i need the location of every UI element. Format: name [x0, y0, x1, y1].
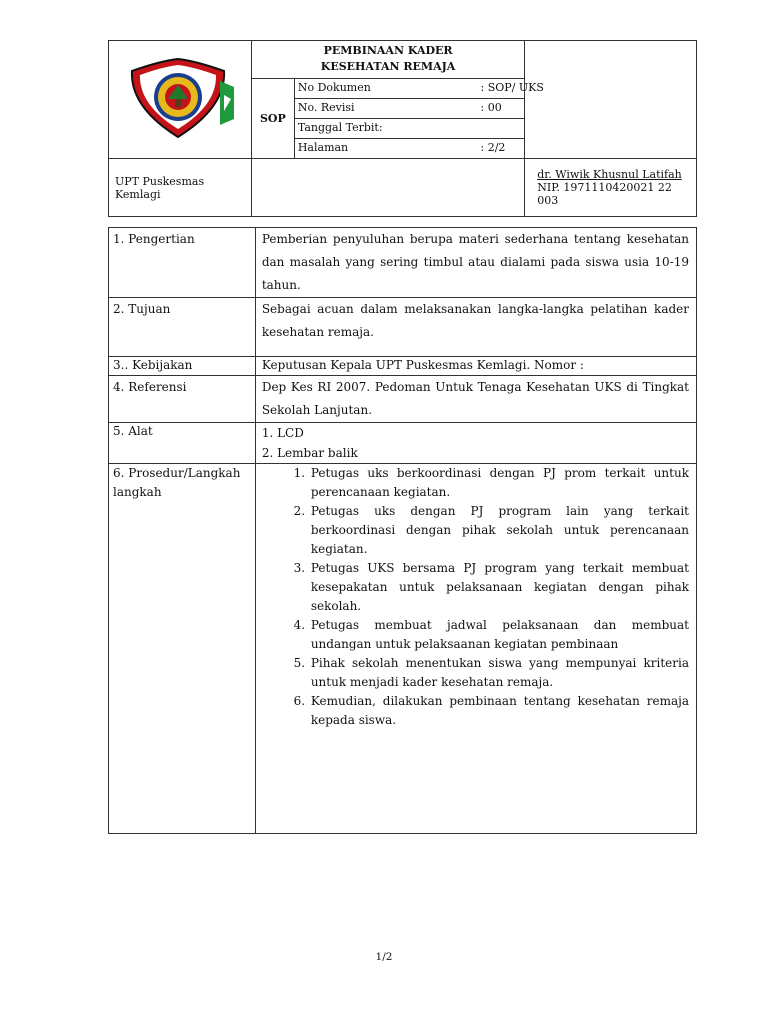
signer-nip: NIP. 1971110420021 22 003	[537, 181, 672, 207]
table-row	[109, 464, 697, 834]
title-line-2: KESEHATAN REMAJA	[320, 60, 456, 73]
header-middle-blank	[251, 159, 524, 217]
row-label: 6. Prosedur/Langkah langkah	[109, 464, 256, 834]
field-label: No Dokumen	[297, 81, 371, 94]
row-label: 1. Pengertian	[109, 228, 256, 298]
row-label: 4. Referensi	[109, 376, 256, 423]
procedure-step: 3. Petugas UKS bersama PJ program yang terkait membuat kesepakatan untuk pelaksanaan kegiatan dengan pihak sekolah.	[309, 559, 689, 616]
list-item: 2. Lembar balik	[261, 446, 358, 460]
procedure-cell	[255, 464, 696, 834]
table-row	[109, 423, 697, 464]
row-label: 3.. Kebijakan	[109, 357, 256, 376]
table-row	[109, 357, 697, 376]
procedure-step: 6. Kemudian, dilakukan pembinaan tentang kesehatan remaja kepada siswa.	[309, 692, 689, 730]
field-tanggal-terbit	[294, 119, 524, 139]
institution-name: UPT Puskesmas Kemlagi	[109, 159, 252, 217]
header-right-blank	[525, 41, 697, 159]
row-text: Sebagai acuan dalam melaksanakan langka-langka pelatihan kader kesehatan remaja.	[255, 298, 696, 357]
table-row	[109, 376, 697, 423]
row-text: Keputusan Kepala UPT Puskesmas Kemlagi. Nomor :	[255, 357, 696, 376]
title-line-1: PEMBINAAN KADER	[323, 44, 453, 57]
row-label: 5. Alat	[109, 423, 256, 464]
field-value: : 00	[480, 101, 502, 114]
procedure-step: 4. Petugas membuat jadwal pelaksanaan dan membuat undangan untuk pelaksaanan kegiatan pembinaan	[309, 616, 689, 654]
table-row	[109, 298, 697, 357]
field-no-dokumen	[294, 79, 544, 99]
field-halaman	[294, 139, 524, 159]
field-label: Tanggal Terbit:	[297, 121, 383, 134]
field-no-revisi	[294, 99, 524, 119]
document-title	[251, 41, 524, 79]
row-text: Dep Kes RI 2007. Pedoman Untuk Tenaga Kesehatan UKS di Tingkat Sekolah Lanjutan.	[255, 376, 696, 423]
row-label: 2. Tujuan	[109, 298, 256, 357]
logo-cell	[109, 41, 252, 159]
table-row	[109, 228, 697, 298]
document-header	[108, 40, 697, 217]
procedure-list	[256, 464, 689, 730]
procedure-step: 5. Pihak sekolah menentukan siswa yang mempunyai kriteria untuk menjadi kader kesehatan remaja.	[309, 654, 689, 692]
procedure-step: 2. Petugas uks dengan PJ program lain yang terkait berkoordinasi dengan pihak sekolah untuk perencanaan kegiatan.	[309, 502, 689, 559]
field-value: : 2/2	[480, 141, 506, 154]
signature-block	[525, 159, 697, 217]
field-label: No. Revisi	[297, 101, 355, 114]
field-value: : SOP/ UKS	[480, 81, 544, 94]
list-item: 1. LCD	[261, 426, 304, 440]
row-text	[255, 423, 696, 464]
field-label: Halaman	[297, 141, 349, 154]
puskesmas-logo	[120, 55, 240, 141]
sop-content-table	[108, 227, 697, 834]
signer-name: dr. Wiwik Khusnul Latifah	[537, 168, 682, 181]
page-number: 1/2	[375, 951, 393, 963]
procedure-step: 1. Petugas uks berkoordinasi dengan PJ prom terkait untuk perencanaan kegiatan.	[309, 464, 689, 502]
sop-label: SOP	[251, 79, 294, 159]
row-text: Pemberian penyuluhan berupa materi sederhana tentang kesehatan dan masalah yang sering timbul atau dialami pada siswa usia 10-19 tahun.	[255, 228, 696, 298]
